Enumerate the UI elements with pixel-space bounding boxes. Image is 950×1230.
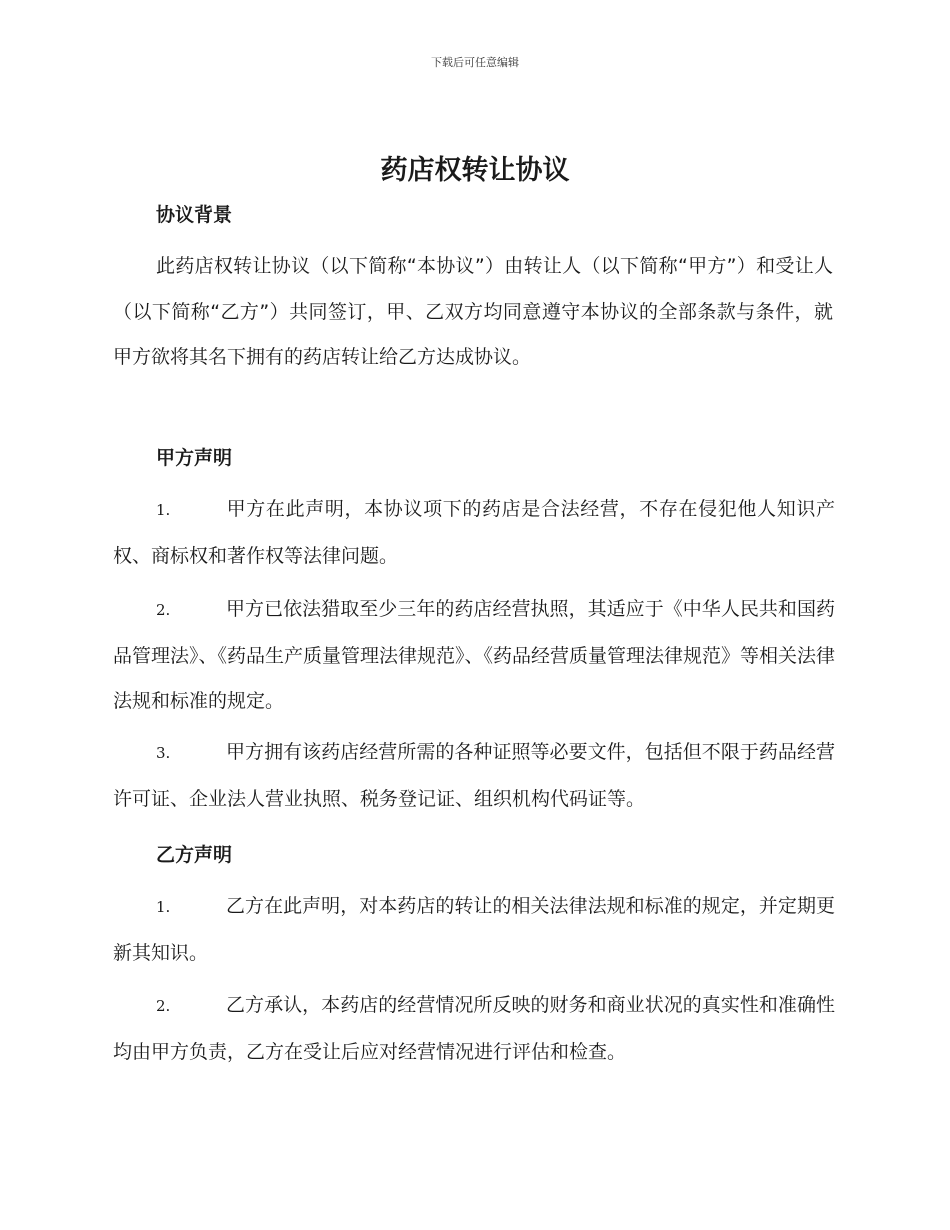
item-text: 乙方承认，本药店的经营情况所反映的财务和商业状况的真实性和准确性均由甲方负责，乙方在受让后应对经营情况进行评估和检查。 bbox=[113, 994, 835, 1063]
item-text: 甲方已依法猎取至少三年的药店经营执照，其适应于《中华人民共和国药品管理法》、《药品生产质量管理法律规范》、《药品经营质量管理法律规范》等相关法律法规和标准的规定。 bbox=[113, 598, 836, 713]
party-a-item-2 bbox=[113, 587, 835, 725]
section-heading-party-b: 乙方声明 bbox=[156, 844, 233, 866]
item-number: 1. bbox=[156, 501, 171, 519]
header-note: 下载后可任意编辑 bbox=[431, 56, 519, 69]
item-number: 1. bbox=[156, 898, 171, 916]
item-number: 2. bbox=[156, 997, 171, 1015]
section-heading-background: 协议背景 bbox=[156, 204, 233, 226]
document-title: 药店权转让协议 bbox=[380, 155, 570, 186]
item-number: 3. bbox=[156, 744, 171, 762]
party-a-item-3 bbox=[113, 730, 835, 822]
item-number: 2. bbox=[156, 601, 171, 619]
item-text: 甲方在此声明，本协议项下的药店是合法经营，不存在侵犯他人知识产权、商标权和著作权等法律问题。 bbox=[113, 498, 835, 567]
item-text: 乙方在此声明，对本药店的转让的相关法律法规和标准的规定，并定期更新其知识。 bbox=[113, 895, 835, 964]
item-text: 甲方拥有该药店经营所需的各种证照等必要文件，包括但不限于药品经营许可证、企业法人营业执照、税务登记证、组织机构代码证等。 bbox=[113, 741, 835, 810]
section-heading-party-a: 甲方声明 bbox=[156, 447, 233, 469]
party-b-item-1 bbox=[113, 884, 835, 976]
party-a-item-1 bbox=[113, 487, 835, 579]
party-b-item-2 bbox=[113, 983, 835, 1075]
background-paragraph: 此药店权转让协议（以下简称“本协议”）由转让人（以下简称“甲方”）和受让人（以下简称“乙方”）共同签订，甲、乙双方均同意遵守本协议的全部条款与条件，就甲方欲将其名下拥有的药店转让给乙方达成协议。 bbox=[113, 255, 833, 369]
